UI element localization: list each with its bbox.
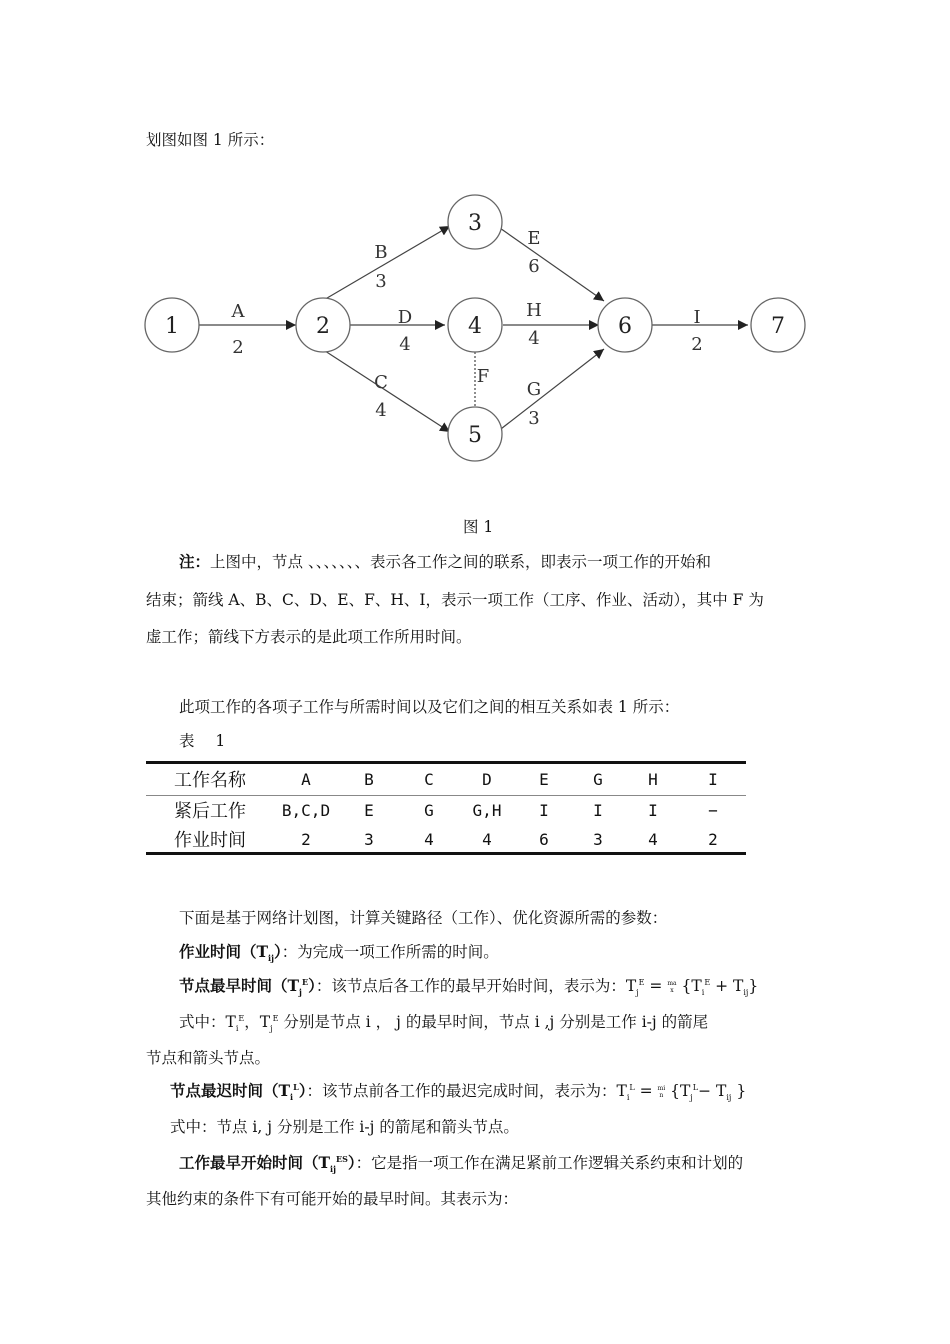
def-work-earliest-start — [179, 1153, 743, 1173]
table-header-cell: H — [648, 769, 658, 789]
edge-H-time: 4 — [528, 328, 540, 349]
edge-G-name: G — [526, 379, 542, 400]
intro-text: 划图如图 1 所示： — [146, 131, 275, 149]
figure-caption: 图 1 — [463, 518, 494, 536]
table-row — [146, 824, 746, 854]
table-header-cell: I — [708, 769, 718, 789]
node-4-label: 4 — [468, 314, 482, 339]
table-cell: 6 — [539, 829, 549, 849]
max-operator: ma x — [667, 980, 677, 994]
min-operator: mi n — [657, 1085, 666, 1099]
table-header-cell: G — [593, 769, 603, 789]
table-cell: 3 — [364, 829, 374, 849]
note-line-1 — [179, 552, 711, 572]
table-caption: 表 1 — [179, 732, 234, 750]
def-text: ：该节点前各工作的最迟完成时间，表示为：$T_i^L$ = mi n {$T_j^L- T_{ij}$ } — [306, 1082, 747, 1103]
edge-A-time: 2 — [232, 337, 244, 358]
table-cell: 4 — [482, 829, 492, 849]
edge-I-name: I — [693, 307, 701, 328]
edge-A-name: A — [231, 301, 245, 322]
table-header-cell: C — [424, 769, 434, 789]
params-intro: 下面是基于网络计划图，计算关键路径（工作）、优化资源所需的参数： — [179, 909, 668, 927]
note-line-3: 虚工作；箭线下方表示的是此项工作所用时间。 — [146, 628, 472, 646]
node-1-label: 1 — [165, 314, 179, 339]
node-6-label: 6 — [618, 314, 632, 339]
note-label: 注： — [179, 552, 211, 571]
edge-E-name: E — [527, 228, 541, 249]
edge-G-time: 3 — [528, 408, 540, 429]
table-row-label: 紧后工作 — [174, 801, 246, 822]
edge-B-name: B — [374, 242, 388, 263]
def-node-earliest-time — [179, 976, 758, 996]
edge-I-time: 2 — [691, 334, 703, 355]
def-node-earliest-where-1: 式中：$T_i^E$，$T_j^E$ 分别是节点 i ， j 的最早时间，节点 i ,j 分别是工作 i-j 的箭尾 — [179, 1013, 709, 1034]
table-row — [146, 796, 746, 824]
node-7-label: 7 — [771, 314, 785, 339]
def-node-latest-where: 式中：节点 i, j 分别是工作 i-j 的箭尾和箭头节点。 — [170, 1118, 519, 1136]
table-row-label: 作业时间 — [174, 830, 246, 851]
edge-F-name: F — [476, 366, 490, 387]
node-2-label: 2 — [316, 314, 330, 339]
def-term: 工作最早开始时间$(T_{ij}^{ES})$ — [179, 1153, 356, 1175]
table-header-cell: 工作名称 — [174, 770, 246, 791]
edge-D-name: D — [397, 307, 413, 328]
edge-H-name: H — [526, 300, 542, 321]
def-operation-time — [179, 942, 499, 962]
table-cell: G — [424, 800, 434, 820]
def-work-earliest-start-line-2: 其他约束的条件下有可能开始的最早时间。其表示为： — [146, 1190, 519, 1208]
def-term: 作业时间$(T_{ij})$ — [179, 942, 282, 964]
table-cell: 4 — [648, 829, 658, 849]
edge-C-name: C — [374, 372, 388, 393]
table-intro: 此项工作的各项子工作与所需时间以及它们之间的相互关系如表 1 所示： — [179, 698, 680, 716]
edge-C-time: 4 — [375, 400, 387, 421]
table-header-cell: A — [301, 769, 311, 789]
table-cell: 3 — [593, 829, 603, 849]
edge-E-line — [497, 226, 604, 301]
table-header-row — [146, 762, 746, 796]
def-node-latest-time — [170, 1081, 746, 1101]
note-text-1: 上图中，节点 、、、、、、、表示各工作之间的联系，即表示一项工作的开始和 — [210, 553, 711, 571]
table-cell: G,H — [472, 800, 502, 820]
note-line-2: 结束；箭线 A、B、C、D、E、F、H、I，表示一项工作（工序、作业、活动），其中 F 为 — [146, 591, 764, 609]
edge-D-time: 4 — [399, 334, 411, 355]
table-cell: E — [364, 800, 374, 820]
table-header-cell: B — [364, 769, 374, 789]
def-term: 节点最迟时间$(T_i^L)$ — [170, 1081, 307, 1103]
edge-G-line — [497, 349, 604, 432]
table-cell: I — [593, 800, 603, 820]
table-cell: I — [539, 800, 549, 820]
work-table — [146, 762, 746, 854]
table-header-cell: D — [482, 769, 492, 789]
def-text: ：该节点后各工作的最早开始时间，表示为：$T_j^E$ = ma x $\{T_i^E + T_{ij}\}$ — [315, 977, 759, 998]
table-header-cell: E — [539, 769, 549, 789]
def-term: 节点最早时间$(T_j^E)$ — [179, 976, 316, 998]
edge-E-time: 6 — [528, 256, 540, 277]
def-node-earliest-where-2: 节点和箭头节点。 — [146, 1049, 271, 1067]
node-3-label: 3 — [468, 211, 482, 236]
def-text: ：它是指一项工作在满足紧前工作逻辑关系约束和计划的 — [355, 1154, 744, 1172]
network-diagram — [0, 180, 950, 480]
table-cell: I — [648, 800, 658, 820]
table-cell: 2 — [301, 829, 311, 849]
table-cell: B,C,D — [281, 800, 331, 820]
table-cell: 2 — [708, 829, 718, 849]
table-cell: 4 — [424, 829, 434, 849]
edge-B-time: 3 — [375, 271, 387, 292]
def-text: ：为完成一项工作所需的时间。 — [281, 943, 499, 961]
node-5-label: 5 — [468, 423, 482, 448]
table-cell: − — [708, 800, 718, 820]
